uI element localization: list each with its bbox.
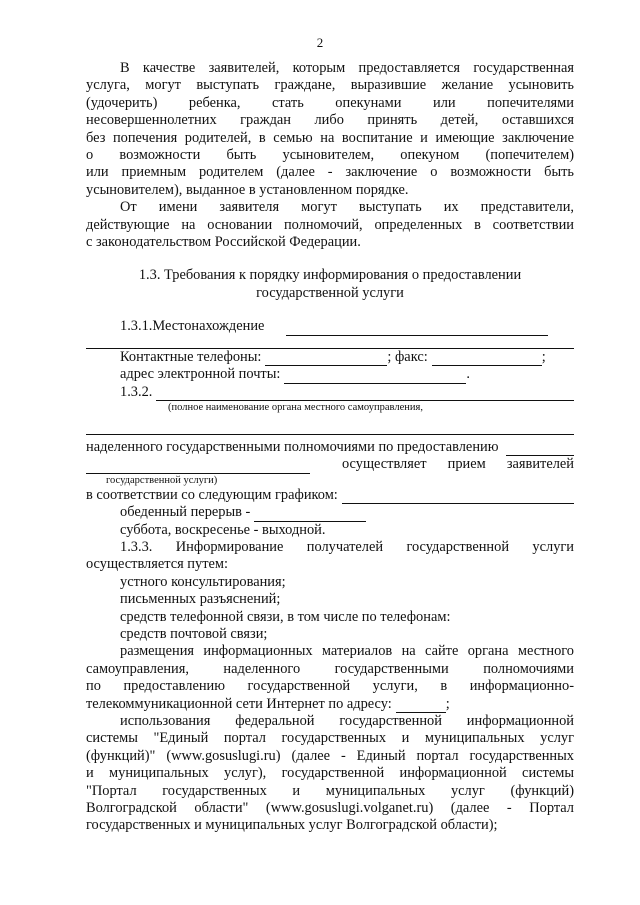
methods-list: [86, 574, 574, 644]
website-blank: [396, 700, 446, 713]
authority-blank-continued: [86, 422, 574, 435]
section-title: 1.3. Требования к порядку информирования о предоставлении государственной услуги: [138, 267, 522, 301]
fax-label: ; факс:: [387, 348, 428, 365]
lunch-blank: [254, 509, 366, 522]
paragraph-1-3-3: 1.3.3. Информирование получателей государственной услуги: [120, 538, 574, 555]
service-blank: [86, 461, 310, 474]
schedule-blank: [342, 491, 574, 504]
vested-blank: [506, 443, 574, 456]
phones-blank: [265, 353, 387, 366]
authority-line: [86, 384, 574, 401]
list-item: средств телефонной связи, в том числе по телефонам:: [120, 608, 451, 625]
email-blank: [284, 371, 466, 384]
location-blank: [286, 323, 548, 336]
list-item: устного консультирования;: [120, 573, 286, 590]
page-number: 2: [316, 35, 324, 50]
weekend-line: суббота, воскресенье - выходной.: [120, 521, 326, 538]
paragraph-website: размещения информационных материалов на сайте органа местного самоуправления, наделенного государственными полномочиями по предоставлению государственной услуги, в информационно- телекоммуникационной сети Интернет по адресу: ;: [86, 643, 574, 712]
list-item: средств почтовой связи;: [120, 625, 268, 642]
caption-authority: (полное наименование органа местного самоуправления,: [168, 401, 423, 413]
list-item: письменных разъяснений;: [120, 591, 281, 608]
email-line: адрес электронной почты: .: [120, 366, 471, 383]
paragraph-portal: использования федеральной государственной информационной системы "Единый портал государственных и муниципальных услуг (функций)" (www.gosuslugi.ru) (далее - Единый портал государственных и муниципальных услуг), государственной информационной системы "Портал государственных и муниципальных услуг (функций) Волгоградской области" (www.gosuslugi.volganet.ru) (далее - Портал государственных и муниципальных услуг Волгоградской области);: [86, 713, 574, 834]
item-1-3-2: 1.3.2.: [120, 383, 153, 400]
location-line: [86, 318, 574, 335]
fax-blank: [432, 353, 542, 366]
document-body: В качестве заявителей, которым предоставляется государственная услуга, могут выступать граждане, выразившие желание усыновить (удочерить) ребенка, стать опекунами или попечителями несовершеннолетних граждан либо принять детей, оставшихся без попечения родителей, в семью на воспитание и имеющие заключение о возможности быть усыновителем, опекуном (попечителем) или приемным родителем (далее - заключение о возможности быть усыновителем), выданное в установленном порядке. От имени заявителя могут выступать их представители, действующие на основании полномочий, определенных в соответствии с законодательством Российской Федерации. 1.3. Требования к порядку информирования о предоставлении государственной услуги 1.3.1.Местонахождение Контактные телефоны: ; факс: ; адрес электронной почты: . 1.3.2. (полное наименование органа местного самоуправления, наделенного государственными полномочиями по предоставлению осуществляет прием заявителей государственной услуги) в соответствии со следующим графиком: обеденный перерыв - суббота, воскресенье - выходной. 1.3.3. Информирование получателей государственной услуги осуществляется путем: устного консультирования; письменных разъяснений; средств телефонной связи, в том числе по телефонам: средств почтовой связи; размещения информационных материалов на сайте органа местного самоуправления, наделенного государственными полномочиями по предоставлению государственной услуги, в информационно- телекоммуникационной сети Интернет по адресу: ; использования федеральной государственной информационной системы "Единый портал государственных и муниципальных услуг (функций)" (www.gosuslugi.ru) (далее - Единый портал государственных и муниципальных услуг), государственной информационной системы "Портал государственных и муниципальных услуг (функций) Волгоградской области" (www.gosuslugi.volganet.ru) (далее - Портал государственных и муниципальных услуг Волгоградской области);: [86, 60, 574, 834]
location-blank-continued: [86, 336, 574, 349]
schedule-line: в соответствии со следующим графиком:: [86, 487, 574, 504]
lunch-line: обеденный перерыв -: [86, 504, 574, 521]
authority-blank: [156, 388, 574, 401]
paragraph-representatives: От имени заявителя могут выступать их представители, действующие на основании полномочий, определенных в соответствии с законодательством Российской Федерации.: [86, 199, 574, 251]
paragraph-applicants: В качестве заявителей, которым предоставляется государственная услуга, могут выступать граждане, выразившие желание усыновить (удочерить) ребенка, стать опекунами или попечителями несовершеннолетних граждан либо принять детей, оставшихся без попечения родителей, в семью на воспитание и имеющие заключение о возможности быть усыновителем, опекуном (попечителем) или приемным родителем (далее - заключение о возможности быть усыновителем), выданное в установленном порядке.: [86, 60, 574, 198]
email-label: адрес электронной почты:: [120, 366, 281, 383]
contacts-line: Контактные телефоны: ; факс: ;: [120, 348, 546, 365]
caption-service: государственной услуги): [106, 474, 218, 486]
phones-label: Контактные телефоны:: [120, 348, 262, 365]
accepts-line: осуществляет прием заявителей: [86, 456, 574, 473]
location-label: 1.3.1.Местонахождение: [120, 318, 265, 335]
vested-line: наделенного государственными полномочиями по предоставлению: [86, 439, 574, 456]
